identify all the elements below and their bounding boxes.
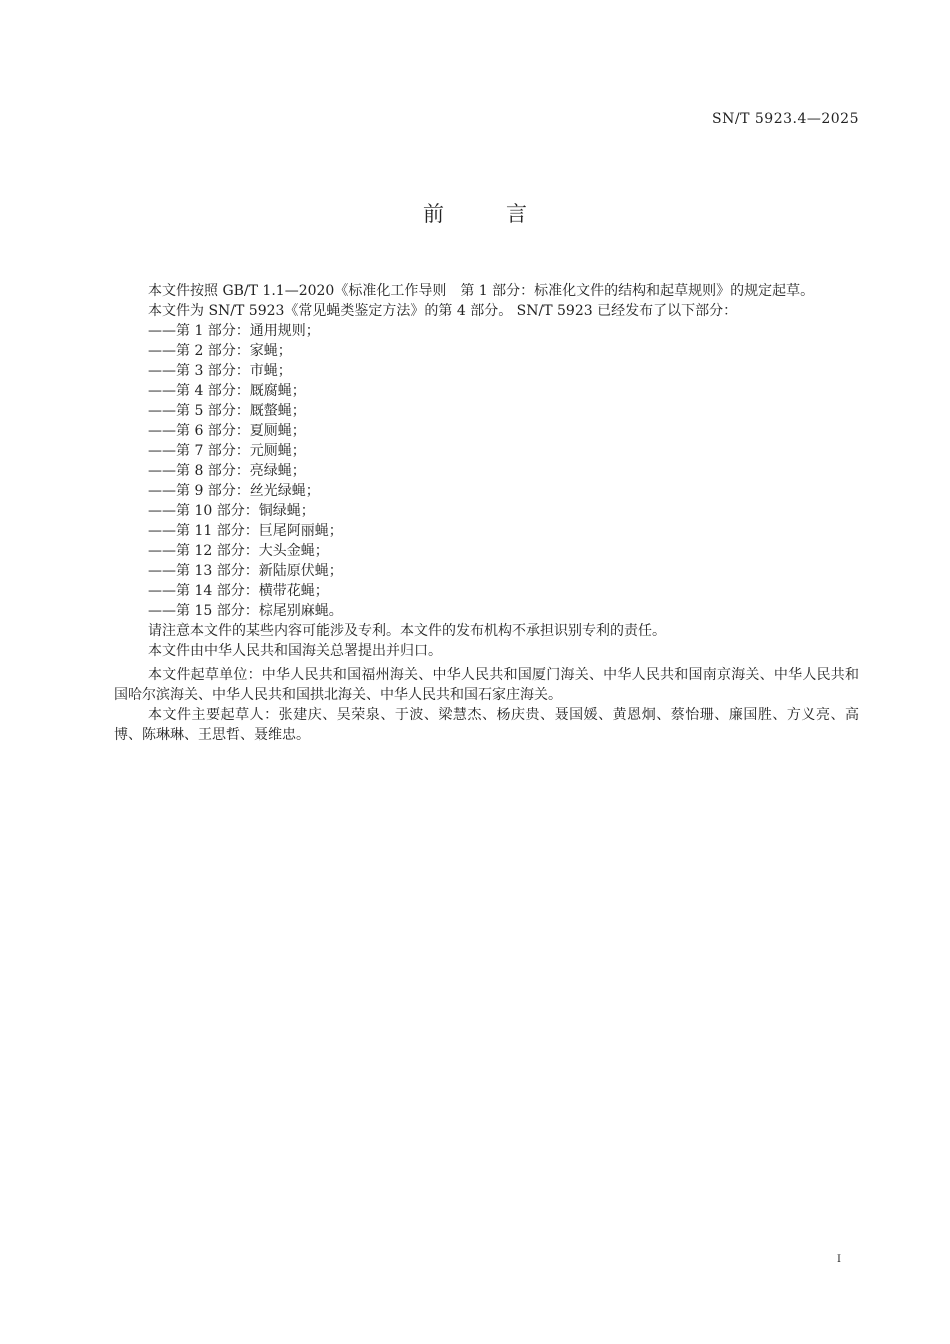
paragraph-series-intro: 本文件为 SN/T 5923《常见蝇类鉴定方法》的第 4 部分。 SN/T 5923 已经发布了以下部分： bbox=[148, 303, 738, 319]
list-item: ——第 14 部分：横带花蝇； bbox=[148, 583, 329, 599]
foreword-body bbox=[114, 281, 859, 745]
page-number: I bbox=[837, 1254, 841, 1265]
paragraph-drafting-rules: 本文件按照 GB/T 1.1—2020《标准化工作导则 第 1 部分：标准化文件的结构和起草规则》的规定起草。 bbox=[148, 283, 815, 299]
list-item: ——第 2 部分：家蝇； bbox=[148, 343, 292, 359]
document-code: SN/T 5923.4—2025 bbox=[712, 111, 859, 127]
parts-list bbox=[114, 321, 859, 621]
page-title: 前言 bbox=[423, 202, 589, 226]
list-item: ——第 6 部分：夏厕蝇； bbox=[148, 423, 306, 439]
drafting-units: 本文件起草单位：中华人民共和国福州海关、中华人民共和国厦门海关、中华人民共和国南京海关、中华人民共和国哈尔滨海关、中华人民共和国拱北海关、中华人民共和国石家庄海关。 bbox=[114, 667, 859, 703]
main-drafters: 本文件主要起草人：张建庆、吴荣泉、于波、梁慧杰、杨庆贵、聂国媛、黄恩炯、蔡怡珊、廉国胜、方义亮、高博、陈琳琳、王思哲、聂维忠。 bbox=[114, 707, 859, 743]
list-item: ——第 4 部分：厩腐蝇； bbox=[148, 383, 306, 399]
list-item: ——第 1 部分：通用规则； bbox=[148, 323, 320, 339]
list-item: ——第 12 部分：大头金蝇； bbox=[148, 543, 329, 559]
list-item: ——第 7 部分：元厕蝇； bbox=[148, 443, 306, 459]
list-item: ——第 11 部分：巨尾阿丽蝇； bbox=[148, 523, 343, 539]
list-item: ——第 13 部分：新陆原伏蝇； bbox=[148, 563, 343, 579]
patent-notice: 请注意本文件的某些内容可能涉及专利。本文件的发布机构不承担识别专利的责任。 bbox=[148, 623, 666, 639]
list-item: ——第 9 部分：丝光绿蝇； bbox=[148, 483, 320, 499]
list-item: ——第 15 部分：棕尾别麻蝇。 bbox=[148, 603, 343, 619]
list-item: ——第 3 部分：市蝇； bbox=[148, 363, 292, 379]
list-item: ——第 5 部分：厩螫蝇； bbox=[148, 403, 306, 419]
proposer-statement: 本文件由中华人民共和国海关总署提出并归口。 bbox=[148, 643, 442, 659]
list-item: ——第 10 部分：铜绿蝇； bbox=[148, 503, 315, 519]
list-item: ——第 8 部分：亮绿蝇； bbox=[148, 463, 306, 479]
